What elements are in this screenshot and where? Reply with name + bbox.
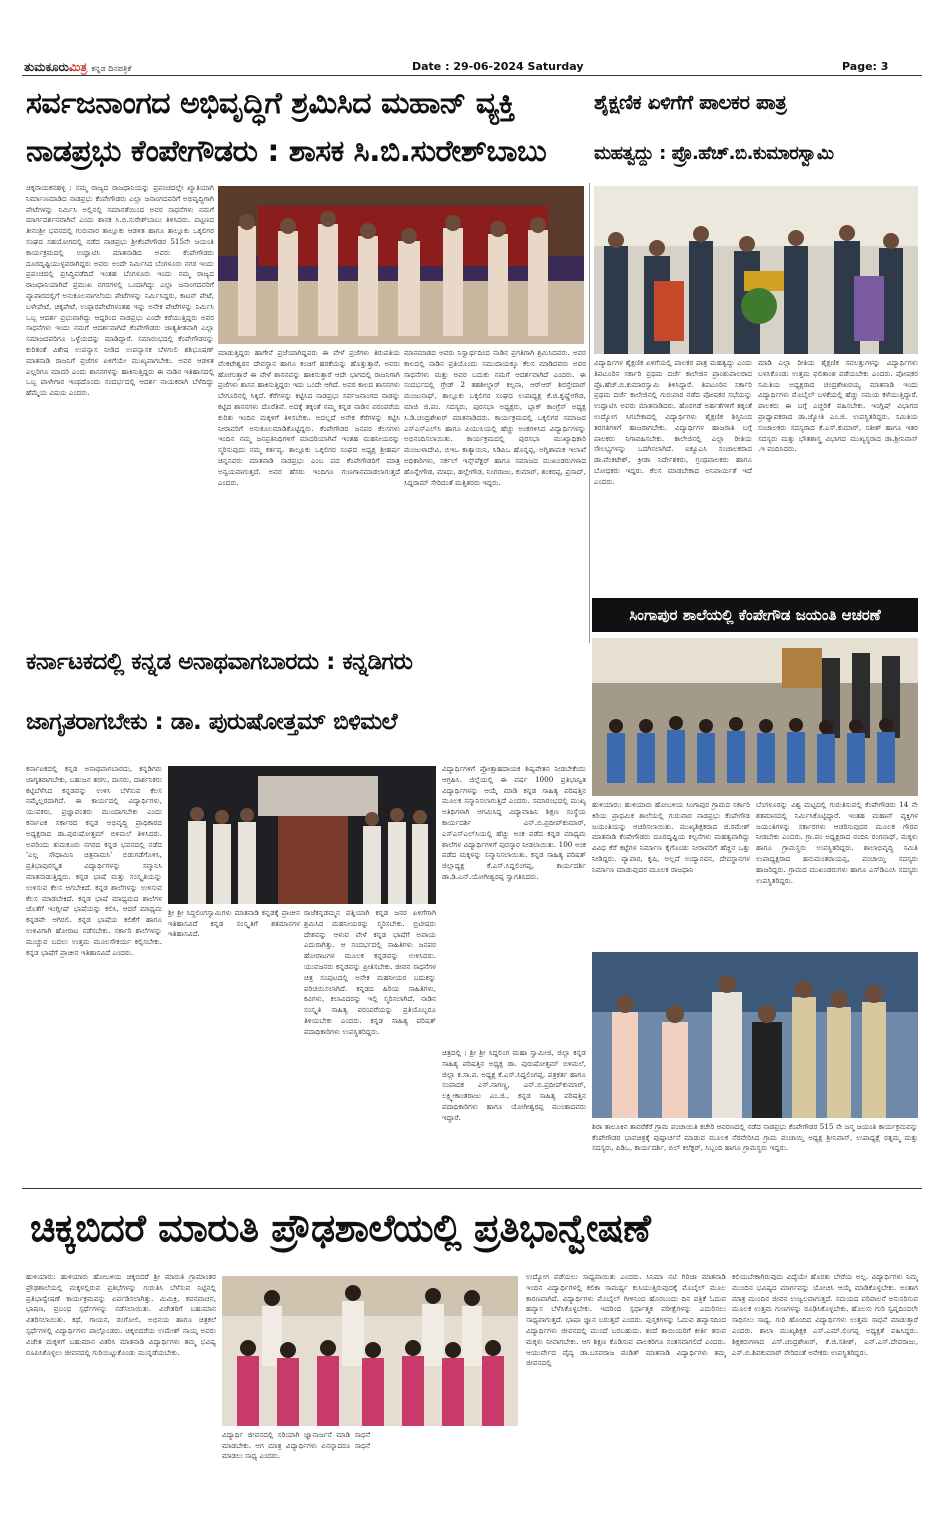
story6-column-1: ಹುಳಿಯಾರು: ಹುಳಿಯಾರು ಹೋಬಳಿಯ ಚಿಕ್ಕಬಿದರೆ ಶ್ರೀ ಮಾರುತಿ ಗ್ರಾಮಾಂತರ ಪ್ರೌಢಶಾಲೆಯಲ್ಲಿ ಮಕ್ಕಳಲ್ಲಿರುವ ಪ್ರತಿಭೆಗಳನ್ನು ಗುರುತಿಸಿ ಬೆಳೆಸುವ ನಿಟ್ಟಿನಲ್ಲಿ ಪ್ರತಿಭಾನ್ವೇಷಣೆ ಕಾರ್ಯಕ್ರಮವನ್ನು ಏರ್ಪಡಿಸಲಾಗಿತ್ತು. ಮಿಮಿಕ್ರಿ, ಕವನವಾಚನ, ಭಾಷಣ, ಪ್ರಬಂಧ ಸ್ಪರ್ಧೆಗಳನ್ನು ನಡೆಸಲಾಯಿತು. ವಿಜೇತರಿಗೆ ಬಹುಮಾನ ವಿತರಿಸಲಾಯಿತು. ಕಥೆ, ಗಾಯನ, ರಂಗೋಲಿ, ಅಭಿನಯ ಹಾಗೂ ಚಿತ್ರಕಲೆ ಸ್ಪರ್ಧೆಗಳಲ್ಲಿ ವಿದ್ಯಾರ್ಥಿಗಳು ಪಾಲ್ಗೊಂಡರು. ಚಿಕ್ಕಬಿದರೆಯ ಉಮೇಶ್ ನಾಯ್ಕ ಅವರು ವಿಜೇತ ಮಕ್ಕಳಿಗೆ ಬಹುಮಾನ ವಿತರಿಸಿ ಮಾತನಾಡಿ ವಿದ್ಯಾರ್ಥಿಗಳು ತಮ್ಮ ಭವಿಷ್ಯ ರೂಪಿಸಿಕೊಳ್ಳಲು ಜೀವನದಲ್ಲಿ ಗುರಿಯಿಟ್ಟುಕೊಂಡು ಮುನ್ನಡೆಯಬೇಕು.: [26, 1272, 216, 1357]
story5-headline-line1: ಕರ್ನಾಟಕದಲ್ಲಿ ಕನ್ನಡ ಅನಾಥವಾಗಬಾರದು : ಕನ್ನಡಿಗರು: [26, 649, 413, 675]
story2-column-1: ವಿದ್ಯಾರ್ಥಿಗಳ ಶೈಕ್ಷಣಿಕ ಏಳಿಗೆಯಲ್ಲಿ ಪಾಲಕರ ಪಾತ್ರ ಮಹತ್ವದ್ದು ಎಂದು ತಿಪಟೂರಿನ ಸರ್ಕಾರಿ ಪ್ರಥಮ ದರ್ಜೆ ಕಾಲೇಜಿನ ಪ್ರಾಂಶುಪಾಲರಾದ ಪ್ರೊ.ಹೆಚ್.ಬಿ.ಕುಮಾರಸ್ವಾಮಿ ತಿಳಿಸಿದ್ದಾರೆ. ತಿಪಟೂರಿನ ಸರ್ಕಾರಿ ಪ್ರಥಮ ದರ್ಜೆ ಕಾಲೇಜಿನಲ್ಲಿ ಗುರುವಾರ ನಡೆದ ಪೋಷಕರ ಸಭೆಯನ್ನು ಉದ್ಘಾಟಿಸಿ ಅವರು ಮಾತನಾಡಿದರು. ಹೊರಗಡೆ ಅರ್ಹತೆಗಳಿಗೆ ತಕ್ಕಂತೆ ಉದ್ಯೋಗ ಸಿಗಬೇಕಾದಲ್ಲಿ ವಿದ್ಯಾರ್ಥಿಗಳು ಶೈಕ್ಷಣಿಕ ಶಿಸ್ತಿನಿಂದ ತರಗತಿಗಳಿಗೆ ಹಾಜರಾಗಬೇಕು. ವಿದ್ಯಾರ್ಥಿಗಳ ಹಾಜರಾತಿ ಬಗ್ಗೆ ಪಾಲಕರು ನಿಗಾವಹಿಸಬೇಕು. ಕಾಲೇಜಿನಲ್ಲಿ ಎಲ್ಲಾ ರೀತಿಯ ಸೌಲಭ್ಯಗಳನ್ನು ಒದಗಿಸಲಾಗಿದೆ. ಐಕ್ಯೂಎಸಿ ಸಂಚಾಲಕರಾದ ಡಾ.ವೆಂಕಟೇಶ್, ಕ್ರೀಡಾ ನಿರ್ದೇಶಕರು, ಗ್ರಂಥಪಾಲಕರು ಹಾಗೂ ಬೋಧಕರು ಇದ್ದರು. ಕೆಲಸ ಮಾಡಬೇಕಾದ ಅನಿವಾರ್ಯತೆ ಇದೆ ಎಂದರು.: [594, 358, 752, 486]
story6-column-2: ಉದ್ಯೋಗ ಪಡೆಯಲು ಸಾಧ್ಯವಾಯಿತು ಎಂದರು. ಸಿನಿಮಾ ನಟಿ ಗಿರಿಜಾ ಮಾತನಾಡಿ ಇಂದಿನ ವಿದ್ಯಾರ್ಥಿಗಳಲ್ಲಿ ಕಲಿಕಾ ಸಾಮರ್ಥ್ಯ ಕುಸಿಯುತ್ತಿರುವುದಕ್ಕೆ ಮೊಬೈಲ್ ಮೂಲ ಕಾರಣವಾಗಿದೆ. ವಿದ್ಯಾರ್ಥಿಗಳು ಮೊಬೈಲ್ ಗೀಳಿನಿಂದ ಹೊರಬಂದು ದಿನ ಪತ್ರಿಕೆ ಓದುವ ಹವ್ಯಾಸ ಬೆಳೆಸಿಕೊಳ್ಳಬೇಕು. ಇದರಿಂದ ಸ್ಪರ್ಧಾತ್ಮಕ ಪರೀಕ್ಷೆಗಳನ್ನು ಎದುರಿಸಲು ಸಾಧ್ಯವಾಗುತ್ತದೆ. ಭಾಷಾ ಜ್ಞಾನ ಬರುತ್ತದೆ ಎಂದರು. ಪುಸ್ತಕಗಳನ್ನು ಓದುವ ಹವ್ಯಾಸದಿಂದ ವಿದ್ಯಾರ್ಥಿಗಳು ಜೀವನದಲ್ಲಿ ಮುಂದೆ ಬರಬಹುದು. ತಂದೆ ತಾಯಿಯರಿಗೆ ಕೀರ್ತಿ ತರುವ ಮಕ್ಕಳು ನೀವಾಗಬೇಕು. ಆಗ ಶಿಕ್ಷಣ ಕೊಡಿಸುವ ಪಾಲಕರಿಗೂ ಸಂತಸವಾಗಲಿದೆ ಎಂದರು. ಆಯುರ್ವೇದ ವೈದ್ಯ ಡಾ.ಬಸವರಾಜ ಪಂಡಿತ್ ಮಾತನಾಡಿ ವಿದ್ಯಾರ್ಥಿಗಳು ತಮ್ಮ ಜೀವನದಲ್ಲಿ: [526, 1272, 726, 1368]
story3-column-1: ಹುಳಿಯಾರು: ಹುಳಿಯಾರು ಹೋಬಳಿಯ ಸಿಂಗಾಪುರ ಗ್ರಾಮದ ಸರ್ಕಾರಿ ಕಿರಿಯ ಪ್ರಾಥಮಿಕ ಶಾಲೆಯಲ್ಲಿ ಗುರುವಾರ ನಾಡಪ್ರಭು ಕೆಂಪೇಗೌಡ ಜಯಂತಿಯನ್ನು ಆಚರಿಸಲಾಯಿತು. ಮುಖ್ಯಶಿಕ್ಷಕರಾದ ಜಿ.ರಮೇಶ್ ಮಾತನಾಡಿ ಕೆಂಪೇಗೌಡರು ದೂರದೃಷ್ಟಿಯ ಕಲ್ಪನೆಗಳು ಮಹತ್ವವಾಗಿದ್ದು ವಿವಿಧ ಕೆರೆ ಕಟ್ಟೆಗಳ ನಿರ್ಮಾಣ ಕೈಗೊಂಡು ನೀರಾವರಿಗೆ ಹೆಚ್ಚಿನ ಒತ್ತು ನೀಡಿದ್ದರು. ವ್ಯಾಪಾರ, ಕೃಷಿ, ಅಲ್ಲದೆ ಉದ್ಯಾನವನ, ದೇವಸ್ಥಾನಗಳ ನಿರ್ಮಾಣ ಮಾಡುವುದರ ಮೂಲಕ ರಾಜಧಾನಿ: [592, 800, 750, 874]
story1-column-1: ಚಿಕ್ಕನಾಯಕನಹಳ್ಳಿ : ನಮ್ಮ ರಾಜ್ಯದ ರಾಜಧಾನಿಯನ್ನು ಪ್ರಪಂಚದಲ್ಲೇ ಖ್ಯಾತಿಯಾಗಿ ನಿರ್ಮಾಣಮಾಡಿದ ನಾಡಪ್ರಭು ಕೆಂಪೇಗೌಡರು ಎಲ್ಲಾ ಜನಾಂಗದವರಿಗೆ ಅಭಿವೃದ್ಧಿಗಾಗಿ ಪೇಟೆಗಳನ್ನು ನಿರ್ಮಿಸಿ ಅಲ್ಲಿನಲ್ಲಿ ಸಮಾನತೆಯಿಂದ ಅವರ ಸಾಧನೆಗಳು ನಮಗೆ ಮಾರ್ಗದರ್ಶನವಾಗಿವೆ ಎಂದು ಶಾಸಕ ಸಿ.ಬಿ.ಸುರೇಶ್‌ಬಾಬು ತಿಳಿಸಿದರು. ಪಟ್ಟಣದ ತೀನಂಶ್ರೀ ಭವನದಲ್ಲಿ ಗುರುವಾರ ತಾಲ್ಲೂಕು ಆಡಳಿತ ಹಾಗೂ ತಾಲ್ಲೂಕು ಒಕ್ಕಲಿಗರ ಸಂಘದ ಸಹಯೋಗದಲ್ಲಿ ನಡೆದ ನಾಡಪ್ರಭು ಶ್ರೀಕೆಂಪೇಗೌಡರ 515ನೇ ಜಯಂತಿ ಕಾರ್ಯಕ್ರಮದಲ್ಲಿ ಉದ್ಘಾಟಿಸಿ ಮಾತನಾಡಿದ ಅವರು ಕೆಂಪೇಗೌಡರು ದೂರದೃಷ್ಟಿಯುಳ್ಳವರಾಗಿದ್ದರು ಅವರು ಅಂದೇ ನಿರ್ಮಿಸಿದ ಬೆಂಗಳೂರು ನಗರ ಇಂದು ಪ್ರಪಂಚದಲ್ಲಿ ಪ್ರಸಿದ್ಧಿಪಡೆದಿದೆ ಇಂತಹ ಬೆಂಗಳೂರು ಇಂದು ನಮ್ಮ ರಾಜ್ಯದ ರಾಜಧಾನಿಯಾಗಿದೆ ಪ್ರಮುಖ ನಗರಗಳಲ್ಲಿ ಒಂದಾಗಿದ್ದು ಎಲ್ಲಾ ಜನಾಂಗದವರಿಗೆ ವ್ಯಾಪಾರದಲ್ಲಿಗೆ ಅನುಕೂಲವಾಗಲೆಂದು ಪೇಟೆಗಳನ್ನು ನಿರ್ಮಿಸಿದ್ದರು, ಕಾಟನ್ ಪೇಟೆ, ಬಳೇಪೇಟೆ, ಚಿಕ್ಕಪೇಟೆ, ಉಪ್ಪಾರಪೇಟೆಗಳಂತಹ ಇನ್ನು ಅನೇಕ ಪೇಟೆಗಳನ್ನು ನಿರ್ಮಿಸಿ ಒಬ್ಬ ಆದರ್ಶ ಪ್ರಭುವಾಗಿದ್ದು ಆದ್ದರಿಂದ ನಾಡಪ್ರಭು ಎಂದೇ ಕರೆಯುತ್ತಿದ್ದರು ಅವರ ಸಾಧನೆಗಳು ಇಂದು ನಮಗೆ ಆದರ್ಶವಾಗಿದೆ ಕೆಂಪೇಗೌಡರು ಜಾತ್ಯತೀತವಾಗಿ ಎಲ್ಲಾ ಸಮಾಜದವರಿಗೂ ಒಳ್ಳೆಯದನ್ನು ಮಾಡಿದ್ದಾರೆ. ಸಮಾರಂಭದಲ್ಲಿ ಕೆಂಪೇಗೌಡರನ್ನು ಕುರಿತಂತೆ ವಿಶೇಷ ಉಪನ್ಯಾಸ ನೀಡಿದ ಉಪನ್ಯಾಸಕ ಬೆಳಗುಲಿ ಶಶಿಭೂಷಣ್ ಮಾತನಾಡಿ ರಾಜನಿಗೆ ಪ್ರಜೆಗಳ ಏಳಿಗೆಯೇ ಮುಖ್ಯವಾಗಬೇಕು. ಅವರ ಆಡಳಿತ ಎಲ್ಲರಿಗೂ ಮಾದರಿ ಎಂದು ಶಾಸನಗಳನ್ನು ಹಾಕಿಸುತ್ತಿದ್ದರು ಈ ನಾಡಿನ ಇತಿಹಾಸದಲ್ಲಿ ಒಬ್ಬ ಪಾಳೇಗಾರ ಇಂಥದೊಂದು ಸಂದರ್ಭದಲ್ಲಿ ಆದರ್ಶ ನಾಯಕರಾಗಿ ಬೆಳೆದಿದ್ದು ಹೆಮ್ಮೆಯ ವಿಷಯ ಎಂದರು.: [26, 183, 214, 398]
story1-headline-line2: ನಾಡಪ್ರಭು ಕೆಂಪೇಗೌಡರು : ಶಾಸಕ ಸಿ.ಬಿ.ಸುರೇಶ್‌ಬಾಬು: [26, 134, 547, 169]
story1-headline-line1: ಸರ್ವಜನಾಂಗದ ಅಭಿವೃದ್ಧಿಗೆ ಶ್ರಮಿಸಿದ ಮಹಾನ್ ವ್ಯಕ್ತಿ: [26, 86, 515, 121]
story4-caption: ಶಿರಾ ತಾಲೂಕಿನ ತಾವರೆಕೆರೆ ಗ್ರಾಮ ಪಂಚಾಯಿತಿ ಕಚೇರಿ ಆವರಣದಲ್ಲಿ ನಡೆದ ನಾಡಪ್ರಭು ಕೆಂಪೇಗೌಡರ 515 ನೇ ಜನ್ಮ ಜಯಂತಿ ಕಾರ್ಯಕ್ರಮವನ್ನು ಕೆಂಪೇಗೌಡರ ಭಾವಚಿತ್ರಕ್ಕೆ ಪುಷ್ಪಾರ್ಚನೆ ಮಾಡುವ ಮೂಲಕ ನೆರವೇರಿಸಿದ ಗ್ರಾಮ ಪಂಚಾಯ್ತಿ ಅಧ್ಯಕ್ಷ ಶ್ರೀನಿವಾಸ್, ಉಪಾಧ್ಯಕ್ಷೆ ರತ್ನಮ್ಮ ಮತ್ತು ಸದಸ್ಯರು, ಪಿಡಿಒ, ಕಾರ್ಯದರ್ಶಿ, ಬಿಲ್ ಕಲೆಕ್ಟರ್, ಸಿಬ್ಬಂದಿ ಹಾಗೂ ಗ್ರಾಮಸ್ಥರು ಇದ್ದರು.: [592, 1122, 918, 1153]
story5-photo-caption: ಶ್ರೀ ಶ್ರೀ ಸಿದ್ಧಲಿಂಗಸ್ವಾಮಿಗಳು ಮಾತನಾಡಿ ಕನ್ನಡಕ್ಕೆ ಪ್ರಾಚೀನ ಇತಿಹಾಸವಿದೆ ಕನ್ನಡ ಸಂಸ್ಕೃತಿಗೆ ಶತಮಾನಗಳ ಇತಿಹಾಸವಿದೆ.: [168, 908, 300, 939]
story6-photo: [222, 1276, 518, 1426]
story5-headline-line2: ಜಾಗೃತರಾಗಬೇಕು : ಡಾ. ಪುರುಷೋತ್ತಮ್ ಬಿಳಿಮಲೆ: [26, 709, 397, 735]
story5-column-3: ವಿದ್ಯಾರ್ಥಿಗಳಿಗೆ ಪ್ರೋತ್ಸಾಹದಾಯಕ ಶಿಷ್ಯವೇತನ ನೀಡಬೇಕೆಂದು ಆಗ್ರಹಿಸಿ. ಜಿಲ್ಲೆಯಲ್ಲಿ ಈ ವರ್ಷ 1000 ಪ್ರತಿಭಾನ್ವಿತ ವಿದ್ಯಾರ್ಥಿಗಳನ್ನು ಆಯ್ಕೆ ಮಾಡಿ ಕನ್ನಡ ಸಾಹಿತ್ಯ ಪರಿಷತ್ತಿನ ಮೂಲಕ ಸನ್ಮಾನಿಸಲಾಗುತ್ತಿದೆ ಎಂದರು. ಸಮಾರಂಭದಲ್ಲಿ ಮುಖ್ಯ ಅತಿಥಿಗಳಾಗಿ ಆಗಮಿಸಿದ್ದ ವಿದ್ಯಾವಾಹಿನಿ ಶಿಕ್ಷಣ ಸಂಸ್ಥೆಯ ಕಾರ್ಯದರ್ಶಿ ಎನ್.ಬಿ.ಪ್ರದೀಪ್‌ಕುಮಾರ್, ಎಸ್‌ಎಸ್‌ಎಲ್‌ಸಿಯಲ್ಲಿ ಹೆಚ್ಚು ಅಂಕ ಪಡೆದ ಕನ್ನಡ ಮಾಧ್ಯಮ ಶಾಲೆಗಳ ವಿದ್ಯಾರ್ಥಿಗಳಿಗೆ ಪುರಸ್ಕಾರ ನೀಡಲಾಯಿತು. 100 ಅಂಕ ಪಡೆದ ಮಕ್ಕಳನ್ನು ಸನ್ಮಾನಿಸಲಾಯಿತು. ಕನ್ನಡ ಸಾಹಿತ್ಯ ಪರಿಷತ್ ಜಿಲ್ಲಾಧ್ಯಕ್ಷ ಕೆ.ಎಸ್.ಸಿದ್ದಲಿಂಗಪ್ಪ, ಕಾರ್ಯದರ್ಶಿ ಡಾ.ಡಿ.ಎನ್.ಯೋಗೀಶ್ವರಪ್ಪ ಸ್ವಾಗತಿಸಿದರು.: [442, 764, 586, 881]
story6-photo-caption: ವಿದ್ಯಾರ್ಥಿ ಜೀವನದಲ್ಲಿ ಸರಿಯಾಗಿ ಜ್ಞಾನಾರ್ಜನೆ ಮಾಡಿ ಸಾಧನೆ ಮಾಡಬೇಕು. ಆಗ ಮಾತ್ರ ವಿದ್ಯಾರ್ಥಿಗಳು ಏನನ್ನಾದರೂ ಸಾಧನೆ ಮಾಡಲು ಸಾಧ್ಯ ಎಂದರು.: [222, 1430, 370, 1461]
story3-column-2: ಬೆಂಗಳೂರನ್ನು ವಿಶ್ವ ಮಟ್ಟದಲ್ಲಿ ಗುರುತಿಸುವಲ್ಲಿ ಕೆಂಪೇಗೌಡರು 14 ನೇ ಶತಮಾನದಲ್ಲಿ ನಿರ್ಮಿಸಿಕೊಟ್ಟಿದ್ದಾರೆ. ಇಂತಹ ಮಹಾನ್ ವ್ಯಕ್ತಿಗಳ ಜಯಂತಿಗಳನ್ನು ಸರ್ಕಾರಗಳು ಆಚರಿಸುವುದರ ಮೂಲಕ ಗೌರವ ನೀಡಬೇಕು ಎಂದರು. ಗ್ರಾ.ಪಂ ಅಧ್ಯಕ್ಷರಾದ ನಂದಿನಿ ರಂಗನಾಥ್, ಮಕ್ಕಳು ಹಾಗೂ ಗ್ರಾಮಸ್ಥರು ಉಪಸ್ಥಿತರಿದ್ದರು. ಶಾಲಾಭಿವೃದ್ಧಿ ಸಮಿತಿ ಉಪಾಧ್ಯಕ್ಷರಾದ ಹನುಮಂತರಾಯಪ್ಪ, ಪಂಚಾಯ್ತಿ ಸದಸ್ಯರು ಹಾಜರಿದ್ದರು. ಗ್ರಾಮದ ಮುಖಂಡರುಗಳು ಹಾಗೂ ಎಸ್‌ಡಿಎಂಸಿ ಸದಸ್ಯರು ಉಪಸ್ಥಿತರಿದ್ದರು.: [756, 800, 918, 885]
story1-column-3: ಮಾನಮಾಡದ ಅವರು ನಿಸ್ವಾರ್ಥದಿಂದ ನಾಡಿನ ಪ್ರಗತಿಗಾಗಿ ಶ್ರಮಿಸಿದವರು. ಅವರ ಕಾಲದಲ್ಲಿ ನಾಡಿನ ಪ್ರತಿಯೊಂದು ಸಮುದಾಯಕ್ಕೂ ಕೆಲಸ ಮಾಡಿದವರು ಅವರ ಸಾಧನೆಗಳು ಮತ್ತು ಅವರ ಬದುಕು ನಮಗೆ ಆದರ್ಶವಾಗಿದೆ ಎಂದರು. ಈ ಸಂದರ್ಭದಲ್ಲಿ ಗ್ರೇಡ್ 2 ತಹಶೀಲ್ದಾರ್ ಕಲ್ಪನಾ, ಆರ್‌ಆರ್ ಶಿರಸ್ತೇದಾರ್ ಮಂಜುನಾಥ್, ತಾಲ್ಲೂಕು ಒಕ್ಕಲಿಗರ ಸಂಘದ ಉಪಾಧ್ಯಕ್ಷ ಕೆ.ಜಿ.ಕೃಷ್ಣೇಗೌಡ, ಮಾಜಿ ಜಿ.ಪಂ. ಸದಸ್ಯರು, ಪುರಸಭಾ ಅಧ್ಯಕ್ಷರು, ಬ್ಲಾಕ್ ಕಾಂಗ್ರೆಸ್ ಅಧ್ಯಕ್ಷ ಸಿ.ಡಿ.ಚಂದ್ರಶೇಖರ್ ಮಾತನಾಡಿದರು. ಕಾರ್ಯಕ್ರಮದಲ್ಲಿ ಒಕ್ಕಲಿಗರ ಸಮಾಜದ ಎಸ್‌ಎಸ್‌ಎಲ್‌ಸಿ ಹಾಗೂ ಪಿಯುಸಿಯಲ್ಲಿ ಹೆಚ್ಚು ಅಂಕಗಳಿಸಿದ ವಿದ್ಯಾರ್ಥಿಗಳನ್ನು ಅಭಿನಂದಿಸಲಾಯಿತು. ಕಾರ್ಯಕ್ರಮದಲ್ಲಿ ಪುರಸಭಾ ಮುಖ್ಯಾಧಿಕಾರಿ ಮಂಜುಳಾದೇವಿ, ಬಿಇಒ ಕಾತ್ಯಾಯಿನಿ, ಸಿಡಿಪಿಒ ಹೊನ್ನಪ್ಪ, ಅಗ್ನಿಶಾಮಕ ಇಲಾಖೆ ಅಧಿಕಾರಿಗಳು, ಸರ್ಕಲ್ ಇನ್ಸ್‌ಪೆಕ್ಟರ್ ಹಾಗೂ ಸಮಾಜದ ಮುಖಂಡರುಗಳಾದ ಹೊನ್ನೇಗೌಡ, ಮಾಧು, ಹಲ್ಲೇಗೌಡ, ನಿಂಗರಾಜು, ಕುಮಾರ್, ಶಂಕರಪ್ಪ, ಪ್ರಸಾದ್, ಸಿದ್ದರಾಮ್ ಸೇರಿದಂತೆ ಮತ್ತಿತರರು ಇದ್ದರು.: [404, 348, 586, 487]
story5-column-1: ಕರ್ನಾಟಕದಲ್ಲಿ ಕನ್ನಡ ಅನಾಥವಾಗಬಾರದು, ಕನ್ನಡಿಗರು ಜಾಗೃತರಾಗಬೇಕು, ಬಹುಜನ ತರಗು, ದಾಸರು, ದಾರ್ಶನಿಕರು ಕಟ್ಟಿಬೆಳೆಸಿದ ಕನ್ನಡವನ್ನು ಉಳಿಸಿ ಬೆಳೆಸುವ ಕೆಲಸ ನಮ್ಮೆಲ್ಲರದಾಗಿದೆ. ಈ ಕಾರ್ಯದಲ್ಲಿ ವಿದ್ಯಾರ್ಥಿಗಳು, ಯುವಕರು, ಪ್ರಜ್ಞಾವಂತರು ಮುಂದಾಗಬೇಕು ಎಂದು ಕರ್ನಾಟಕ ಸರ್ಕಾರದ ಕನ್ನಡ ಅಭಿವೃದ್ಧಿ ಪ್ರಾಧಿಕಾರದ ಅಧ್ಯಕ್ಷರಾದ ಡಾ.ಪುರುಷೋತ್ತಮ್ ಬಿಳಿಮಲೆ ತಿಳಿಸಿದರು. ಅವರಿಂದು ತುಮಕೂರು ನಗರದ ಕನ್ನಡ ಭವನದಲ್ಲಿ ನಡೆದ 'ಎಲ್ಲ ಸೌಧಾಮಿನಿ ಚಿತ್ರನಾಮಸಿ' ಬಿಡುಗಡೆಗೊಳಿಸಿ, ಪ್ರತಿಭಾಪುರಸ್ಕೃತ ವಿದ್ಯಾರ್ಥಿಗಳನ್ನು ಸನ್ಮಾನಿಸಿ ಮಾತನಾಡುತ್ತಿದ್ದರು. ಕನ್ನಡ ಭಾಷೆ ಮತ್ತು ಸಂಸ್ಕೃತಿಯನ್ನು ಉಳಿಸುವ ಕೆಲಸ ಆಗಬೇಕಿದೆ. ಕನ್ನಡ ಶಾಲೆಗಳನ್ನು ಉಳಿಸುವ ಕೆಲಸ ಮಾಡಬೇಕಿದೆ. ಕನ್ನಡ ಭಾಷೆ ಮಾಧ್ಯಮದ ಶಾಲೆಗಳ ಜೊತೆಗೆ ಇಂಗ್ಲೀಷ್ ಭಾಷೆಯನ್ನು ಕಲಿಸಿ, ಆದರೆ ಮಾಧ್ಯಮ ಕನ್ನಡವೇ ಆಗಿರಲಿ. ಕನ್ನಡ ಭಾಷೆಯ ಕಲಿಕೆಗೆ ಹಾಗೂ ಉಳಿವಿಗಾಗಿ ಹೋರಾಟ ನಡೆಸಬೇಕು. ಸರ್ಕಾರಿ ಶಾಲೆಗಳನ್ನು ಮುಚ್ಚುವ ಬದಲು ಉತ್ತಮ ಮೂಲಸೌಕರ್ಯ ಕಲ್ಪಿಸಬೇಕು. ಕನ್ನಡ ಭಾಷೆಗೆ ಪ್ರಾಚೀನ ಇತಿಹಾಸವಿದೆ ಎಂದರು.: [26, 764, 162, 957]
masthead-tagline: ಕನ್ನಡ ದಿನಪತ್ರಿಕೆ: [91, 64, 132, 73]
issue-date: Date : 29-06-2024 Saturday: [412, 60, 584, 73]
story3-banner-headline: ಸಿಂಗಾಪುರ ಶಾಲೆಯಲ್ಲಿ ಕೆಂಪೇಗೌಡ ಜಯಂತಿ ಆಚರಣೆ: [592, 598, 918, 632]
story2-headline-line1: ಶೈಕ್ಷಣಿಕ ಏಳಿಗೆಗೆ ಪಾಲಕರ ಪಾತ್ರ: [594, 90, 787, 114]
story2-column-2: ಮಾಡಿ ಎಲ್ಲಾ ರೀತಿಯ ಶೈಕ್ಷಣಿಕ ಸವಲತ್ತುಗಳನ್ನು ವಿದ್ಯಾರ್ಥಿಗಳು ಬಳಸಿಕೊಂಡು ಉತ್ತಮ ಫಲಿತಾಂಶ ಪಡೆಯಬೇಕು ಎಂದರು. ಪೋಷಕರ ಸಮಿತಿಯ ಅಧ್ಯಕ್ಷರಾದ ಚಂದ್ರಶೇಖರಯ್ಯ ಮಾತನಾಡಿ ಇಂದು ವಿದ್ಯಾರ್ಥಿಗಳು ಮೊಬೈಲ್ ಬಳಕೆಯಲ್ಲಿ ಹೆಚ್ಚು ಸಮಯ ಕಳೆಯುತ್ತಿದ್ದಾರೆ. ಪಾಲಕರು ಈ ಬಗ್ಗೆ ಎಚ್ಚರಿಕೆ ವಹಿಸಬೇಕು. ಇಂಗ್ಲಿಷ್ ವಿಭಾಗದ ಪ್ರಾಧ್ಯಾಪಕರಾದ ಡಾ.ಜ್ಯೋತಿ ಎಂ.ಜಿ. ಉಪಸ್ಥಿತರಿದ್ದರು. ಸಮಿತಿಯ ಸಂಚಾಲಕರು ಸದಸ್ಯರಾದ ಕೆ.ಎಸ್.ಕುಮಾರ್, ಸತೀಶ್ ಹಾಗೂ ಇತರ ಸದಸ್ಯರು ಮತ್ತು ಭೌತಶಾಸ್ತ್ರ ವಿಭಾಗದ ಮುಖ್ಯಸ್ಥರಾದ ಡಾ.ಶ್ರೀನಿವಾಸ್ .ಇ ವಂದಿಸಿದರು.: [758, 358, 918, 454]
story2-photo: [594, 186, 918, 354]
story5-photo: [168, 766, 436, 904]
masthead-name: ತುಮಕೂರು: [24, 60, 69, 74]
story6-column-3: ಕಲಿಯಬೇಕಾಗಿರುವುದು ವಿದ್ಯೆಯೇ ಹೊರತು ಬೇರೆಯ ಅಲ್ಲ. ವಿದ್ಯಾರ್ಥಿಗಳು ನಿಮ್ಮ ಮುಂದಿನ ಭವಿಷ್ಯದ ಮಾರ್ಗವನ್ನು ಯೋಚಿಸಿ ಆಯ್ಕೆ ಮಾಡಿಕೊಳ್ಳಬೇಕು. ಅಂತಾಗ ಮಾತ್ರ ಮುಂದಿನ ಜೀವನ ಉಜ್ವಲವಾಗುತ್ತದೆ. ಸಮಯದ ಪರಿಪಾಲನೆ ಅನುಸರಿಸುವ ಮೂಲಕ ಉತ್ತಮ ಗುಣಗಳನ್ನು ರೂಢಿಸಿಕೊಳ್ಳಬೇಕು. ಹೊಲಸು ಗುರಿ ಸ್ವಪ್ನದಿಂದಲೇ ಸಾಧಿಸಲು ಸಾಧ್ಯ. ಗುರಿ ಹೊಂದಿದ ವಿದ್ಯಾರ್ಥಿಗಳು ಉತ್ತಮ ಸಾಧನೆ ಮಾಡುತ್ತಾರೆ ಎಂದರು. ಶಾಲಾ ಮುಖ್ಯಶಿಕ್ಷಕ ಎಸ್.ಎಮ್.ಲಿಂಗಪ್ಪ ಅಧ್ಯಕ್ಷತೆ ವಹಿಸಿದ್ದರು. ಶಿಕ್ಷಕರುಗಳಾದ ಎಸ್.ಚಂದ್ರಶೇಖರ್, ಕೆ.ಜಿ.ಸತೀಶ್, ಎನ್.ಎಸ್.ದೇವರಾಜು, ಎಸ್.ಬಿ.ಶಿವಕುಮಾರ್ ಸೇರಿದಂತೆ ಅನೇಕರು ಉಪಸ್ಥಿತರಿದ್ದರು.: [732, 1272, 918, 1357]
story1-photo: [218, 186, 584, 344]
story6-headline: ಚಿಕ್ಕಬಿದರೆ ಮಾರುತಿ ಪ್ರೌಢಶಾಲೆಯಲ್ಲಿ ಪ್ರತಿಭಾನ್ವೇಷಣೆ: [30, 1206, 651, 1250]
story1-column-2: ಮಾಡುತ್ತಿದ್ದರು ಹಾಗೇನೆ ಪ್ರಜೆಯಾಗಿದ್ದವರು ಈ ವೇಳೆ ಪ್ರಜೆಗಳು ತಿರುಪತಿಯ ವೆಂಕಟೇಶ್ವರನ ದೇವಸ್ಥಾನ ಹಾಗೂ ಕಂಚಿಗೆ ಹರಕೆಯನ್ನು ಹೊತ್ತುತ್ತಾರೆ. ಅವರು ಹೋಗುತ್ತಾರೆ ಈ ವೇಳೆ ಶಾಸನವನ್ನು ಹಾಕಿಸುತ್ತಾರೆ ಆದೇ ಭಾಗದಲ್ಲಿ ರಾಜನಿಗಾಗಿ ಪ್ರಜೆಗಳು ಶಾಸನ ಹಾಕಿಸುತ್ತಿದ್ದರು ಇದು ಒಂದೇ ಆಗಿದೆ. ಅವರ ಕಾಲದ ಶಾಸನಗಳು ಬೇಗೂರಿನಲ್ಲಿ ಸಿಕ್ಕಿದೆ. ಕೆರೆಗಳನ್ನು ಕಟ್ಟಿಸಿದ ನಾಡಪ್ರಭು ಸರ್ವಜನಾಂಗದ ನಾಡನ್ನು ಕಟ್ಟಿದ ಶಾಸನಗಳು ದೊರೆತಿವೆ. ಅದಕ್ಕೆ ತಕ್ಕಂತೆ ನಮ್ಮ ಕನ್ನಡ ನಾಡಿನ ಪರಂಪರೆಯ ಕುರಿತು ಇಂದಿನ ಮಕ್ಕಳಿಗೆ ತಿಳಿಸಬೇಕು. ಅದಲ್ಲದೆ ಅನೇಕ ಕೆರೆಗಳನ್ನು ಕಟ್ಟಿಸಿ ನೀರಾವರಿಗೆ ಅನುಕೂಲಮಾಡಿಕೊಟ್ಟಿದ್ದರು. ಕೆಂಪೇಗೌಡರ ಜನಪರ ಕೆಲಸಗಳು ಇಂದಿನ ನಮ್ಮ ಜನಪ್ರತಿನಿಧಿಗಳಿಗೆ ಮಾದರಿಯಾಗಿವೆ ಇಂತಹ ಮಹನೀಯರನ್ನು ಸ್ಮರಿಸುವುದು ನಮ್ಮ ಕರ್ತವ್ಯ. ತಾಲ್ಲೂಕು ಒಕ್ಕಲಿಗರ ಸಂಘದ ಅಧ್ಯಕ್ಷ ಶ್ರೀಹರ್ಷ ಚಿನ್ನನವರು ಮಾತನಾಡಿ ನಾಡಪ್ರಭು ಎಂಬ ಪದ ಕೆಂಪೇಗೌಡರಿಗೆ ಮಾತ್ರ ಅನ್ವಯವಾಗುತ್ತದೆ. ಅವರ ಹೆಸರು ಇಂದಿಗೂ ಗುಣಗಾನಮಾಡಲಾಗುತ್ತದೆ ಎಂದರು.: [218, 348, 400, 487]
masthead: [24, 60, 131, 75]
column-divider: [589, 183, 590, 643]
story5-column-4: ಚಿತ್ರದಲ್ಲಿ : ಶ್ರೀ ಶ್ರೀ ಸಿದ್ದಲಿಂಗ ಮಹಾ ಸ್ವಾಮೀಜಿ, ಜಿಲ್ಲಾ ಕನ್ನಡ ಸಾಹಿತ್ಯ ಪರಿಷತ್ತಿನ ಅಧ್ಯಕ್ಷ ಡಾ. ಪುರುಷೋತ್ತಮ್ ಬಿಳಿಮಲೆ, ಜಿಲ್ಲಾ ಕ.ಸಾ.ಪ. ಅಧ್ಯಕ್ಷ ಕೆ.ಎಸ್.ಸಿದ್ದಲಿಂಗಪ್ಪ, ಪತ್ರಕರ್ತ ಹಾಗೂ ಸಂಪಾದಕ ಎಸ್.ನಾಗಣ್ಣ, ಎನ್.ಬಿ.ಪ್ರದೀಪ್‌ಕುಮಾರ್, ಲಕ್ಷ್ಮೀಕಾಂತರಾಜು ಎಂ.ಜಿ., ಕನ್ನಡ ಸಾಹಿತ್ಯ ಪರಿಷತ್ತಿನ ಪದಾಧಿಕಾರಿಗಳು ಹಾಗೂ ಯೋಗೀಶ್ವರಪ್ಪ ಮುಂತಾದವರು ಇದ್ದಾರೆ.: [442, 1048, 586, 1122]
page-number: Page: 3: [842, 60, 889, 73]
story3-photo: [592, 638, 918, 796]
section-rule: [22, 1188, 922, 1189]
story4-photo: [592, 952, 918, 1118]
story2-headline-line2: ಮಹತ್ವದ್ದು : ಪ್ರೊ.ಹೆಚ್.ಬಿ.ಕುಮಾರಸ್ವಾಮಿ: [594, 143, 834, 164]
header-rule: [22, 75, 922, 76]
story5-column-2: ರಾಜೆಕನ್ನಡಮ್ಮನ ಪತ್ನಿಯಾಗಿ ಕನ್ನಡ ಜನರ ಏಳಿಗೆಗಾಗಿ ಶ್ರಮಿಸಿದ ಮಹನೀಯರನ್ನು ಸ್ಮರಿಸಬೇಕು. ಬ್ರಿಟೀಷರು ದೇಶವನ್ನು ಆಳುವ ವೇಳೆ ಕನ್ನಡ ಭಾಷೆಗೆ ಅಪಾಯ ಎದುರಾಗಿತ್ತು. ಆ ಸಂದರ್ಭದಲ್ಲಿ ಸಾಹಿತಿಗಳು ಜನಪರ ಹೋರಾಟಗಳ ಮೂಲಕ ಕನ್ನಡವನ್ನು ಉಳಿಸಿದರು. ಯುವಜನರು ಕನ್ನಡವನ್ನು ಪ್ರೀತಿಸಬೇಕು. ಜೀವನ ಸಾಧನೆಗಳ ಚಿತ್ರ ಸಂಪುಟದಲ್ಲಿ ಅನೇಕ ಮಹನೀಯರ ಬದುಕನ್ನು ಪರಿಚಯಿಸಲಾಗಿದೆ. ಕನ್ನಡದ ಹಿರಿಯ ಸಾಹಿತಿಗಳು, ಕವಿಗಳು, ಕಲಾವಿದರನ್ನು ಇಲ್ಲಿ ಸ್ಮರಿಸಲಾಗಿದೆ. ನಾಡಿನ ಸಂಸ್ಕೃತಿ ಸಾಹಿತ್ಯ ಪರಂಪರೆಯನ್ನು ಪ್ರತಿಯೊಬ್ಬರೂ ತಿಳಿಯಬೇಕು ಎಂದರು. ಕನ್ನಡ ಸಾಹಿತ್ಯ ಪರಿಷತ್ ಪದಾಧಿಕಾರಿಗಳು ಉಪಸ್ಥಿತರಿದ್ದರು.: [304, 908, 436, 1036]
masthead-name-accent: ಮಿತ್ರ: [68, 60, 88, 74]
